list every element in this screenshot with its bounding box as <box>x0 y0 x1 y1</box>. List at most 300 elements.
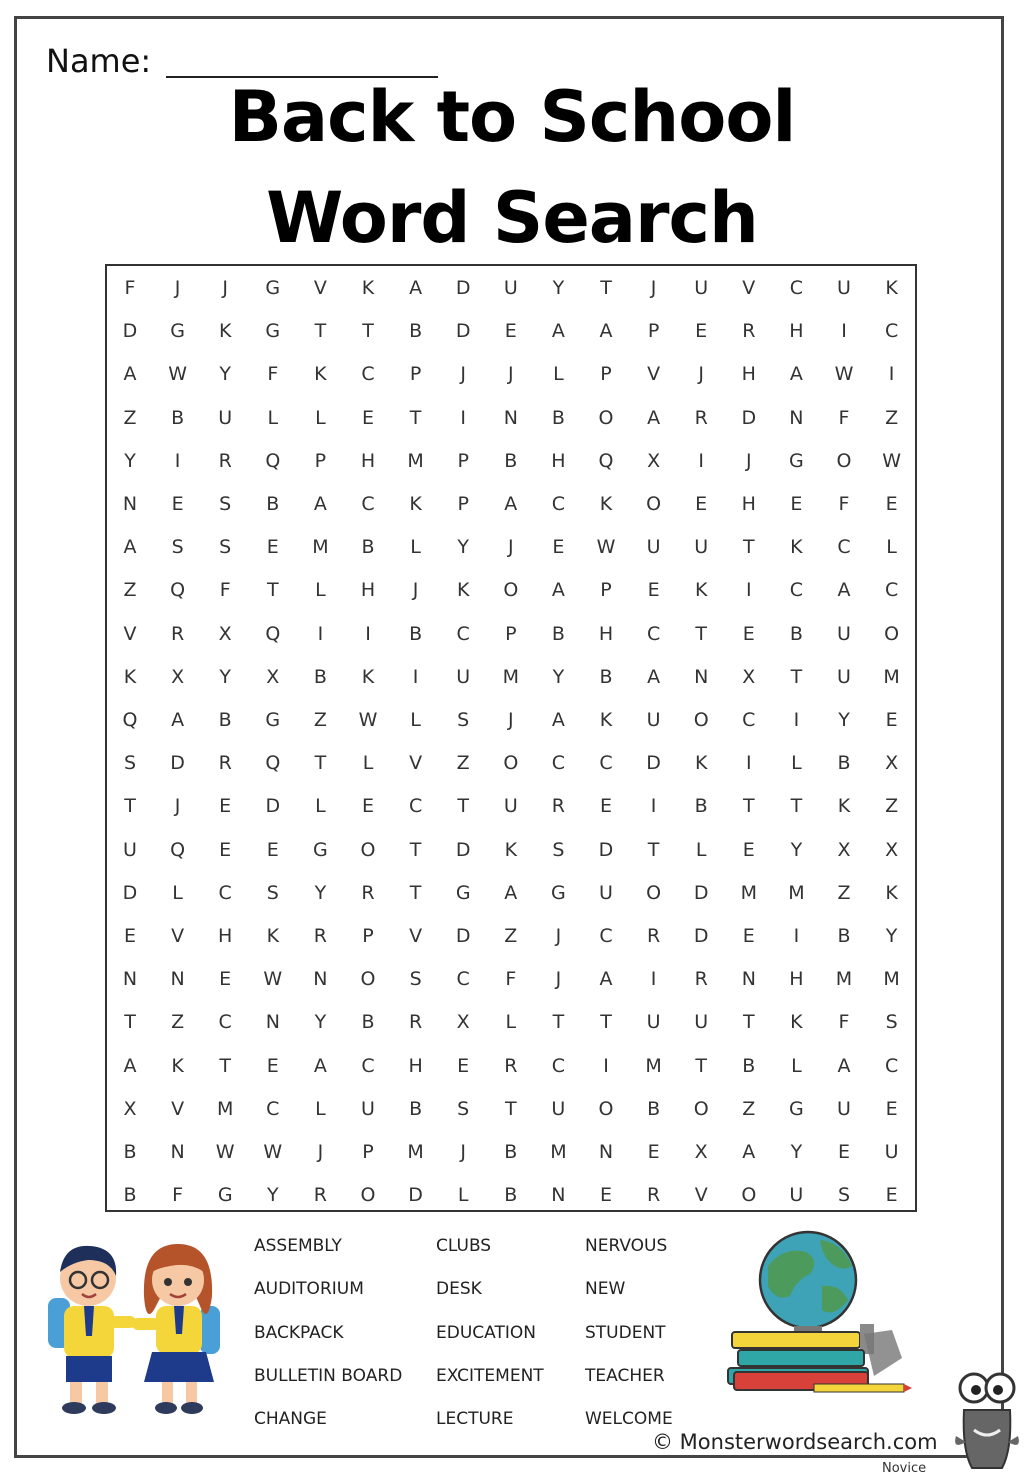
grid-letter[interactable]: E <box>647 1141 660 1163</box>
grid-letter[interactable]: J <box>460 1141 466 1163</box>
grid-letter[interactable]: S <box>219 493 232 515</box>
grid-letter[interactable]: G <box>170 320 185 343</box>
grid-letter[interactable]: F <box>838 493 850 515</box>
grid-letter[interactable]: Q <box>598 449 614 472</box>
grid-letter[interactable]: F <box>505 968 517 991</box>
grid-letter[interactable]: E <box>742 622 755 645</box>
grid-letter[interactable]: B <box>123 1184 137 1207</box>
grid-letter[interactable]: V <box>742 277 756 299</box>
grid-letter[interactable]: C <box>266 1097 280 1120</box>
grid-letter[interactable]: C <box>408 795 423 818</box>
grid-letter[interactable]: K <box>266 925 280 947</box>
grid-letter[interactable]: H <box>551 449 566 472</box>
grid-letter[interactable]: U <box>503 277 518 299</box>
grid-letter[interactable]: F <box>267 363 279 386</box>
grid-letter[interactable]: H <box>360 579 376 602</box>
grid-letter[interactable]: U <box>789 1184 804 1207</box>
grid-letter[interactable]: O <box>598 406 614 429</box>
grid-letter[interactable]: J <box>507 536 514 559</box>
grid-letter[interactable]: U <box>837 1097 851 1120</box>
grid-letter[interactable]: Y <box>790 838 803 861</box>
grid-letter[interactable]: T <box>552 1011 565 1034</box>
grid-letter[interactable]: C <box>837 536 851 559</box>
grid-letter[interactable]: K <box>456 579 470 602</box>
grid-letter[interactable]: N <box>170 1141 185 1163</box>
grid-letter[interactable]: I <box>174 449 181 472</box>
grid-letter[interactable]: B <box>504 1141 518 1163</box>
grid-letter[interactable]: I <box>317 622 324 645</box>
grid-letter[interactable]: O <box>836 449 852 472</box>
grid-letter[interactable]: U <box>551 1097 566 1120</box>
grid-letter[interactable]: T <box>124 1011 136 1034</box>
grid-letter[interactable]: A <box>837 579 851 602</box>
grid-letter[interactable]: P <box>409 363 422 386</box>
grid-letter[interactable]: I <box>412 665 419 688</box>
grid-letter[interactable]: G <box>217 1184 233 1207</box>
grid-letter[interactable]: W <box>882 449 901 472</box>
grid-letter[interactable]: U <box>503 795 518 818</box>
grid-letter[interactable]: P <box>600 579 612 602</box>
grid-letter[interactable]: Z <box>504 925 518 947</box>
grid-letter[interactable]: U <box>599 881 613 904</box>
grid-letter[interactable]: L <box>886 536 897 559</box>
grid-letter[interactable]: E <box>599 1184 612 1207</box>
grid-letter[interactable]: A <box>551 709 565 731</box>
grid-letter[interactable]: E <box>123 925 136 947</box>
grid-letter[interactable]: A <box>551 579 565 602</box>
grid-letter[interactable]: B <box>504 449 518 472</box>
grid-letter[interactable]: T <box>600 277 612 299</box>
grid-letter[interactable]: N <box>313 968 328 991</box>
grid-letter[interactable]: V <box>694 1184 708 1207</box>
grid-letter[interactable]: O <box>646 881 662 904</box>
grid-letter[interactable]: Y <box>885 925 898 947</box>
grid-letter[interactable]: U <box>837 277 851 299</box>
grid-letter[interactable]: A <box>504 881 518 904</box>
grid-letter[interactable]: O <box>646 493 662 515</box>
grid-letter[interactable]: T <box>647 838 660 861</box>
grid-letter[interactable]: L <box>315 1097 326 1120</box>
grid-letter[interactable]: B <box>551 406 565 429</box>
grid-letter[interactable]: K <box>599 709 613 731</box>
grid-letter[interactable]: S <box>123 752 137 775</box>
grid-letter[interactable]: M <box>883 968 900 991</box>
grid-letter[interactable]: T <box>219 1054 231 1077</box>
grid-letter[interactable]: U <box>837 622 851 645</box>
grid-letter[interactable]: T <box>266 579 279 602</box>
grid-letter[interactable]: I <box>650 968 657 991</box>
grid-letter[interactable]: M <box>645 1054 662 1077</box>
grid-letter[interactable]: I <box>745 752 752 775</box>
grid-letter[interactable]: T <box>742 1011 755 1034</box>
grid-letter[interactable]: G <box>265 709 281 731</box>
grid-letter[interactable]: E <box>695 320 708 343</box>
grid-letter[interactable]: E <box>361 795 374 818</box>
grid-letter[interactable]: G <box>551 881 566 904</box>
grid-letter[interactable]: L <box>553 363 564 386</box>
grid-letter[interactable]: F <box>124 277 136 299</box>
grid-letter[interactable]: L <box>457 1184 469 1207</box>
grid-letter[interactable]: C <box>361 1054 375 1077</box>
grid-letter[interactable]: B <box>409 1097 423 1120</box>
grid-letter[interactable]: R <box>218 449 232 472</box>
grid-letter[interactable]: A <box>599 968 613 991</box>
grid-letter[interactable]: W <box>358 709 378 731</box>
grid-letter[interactable]: I <box>841 320 847 343</box>
grid-letter[interactable]: A <box>551 320 565 343</box>
grid-letter[interactable]: N <box>598 1141 614 1163</box>
grid-letter[interactable]: O <box>693 709 709 731</box>
grid-letter[interactable]: L <box>410 709 421 731</box>
grid-letter[interactable]: D <box>455 925 471 947</box>
grid-letter[interactable]: R <box>646 1184 661 1207</box>
grid-letter[interactable]: N <box>122 493 138 515</box>
grid-letter[interactable]: B <box>551 622 565 645</box>
grid-letter[interactable]: A <box>789 363 803 386</box>
grid-letter[interactable]: X <box>647 449 661 472</box>
grid-letter[interactable]: X <box>885 838 899 861</box>
grid-letter[interactable]: X <box>742 665 756 688</box>
grid-letter[interactable]: J <box>555 968 562 991</box>
grid-letter[interactable]: N <box>694 665 709 688</box>
grid-letter[interactable]: Y <box>314 1011 327 1034</box>
grid-letter[interactable]: I <box>460 406 466 429</box>
grid-letter[interactable]: L <box>695 838 707 861</box>
grid-letter[interactable]: B <box>789 622 803 645</box>
grid-letter[interactable]: K <box>504 838 518 861</box>
grid-letter[interactable]: I <box>793 925 800 947</box>
grid-letter[interactable]: T <box>314 752 327 775</box>
grid-letter[interactable]: F <box>219 579 231 602</box>
grid-letter[interactable]: Z <box>171 1011 185 1034</box>
grid-letter[interactable]: U <box>646 709 661 731</box>
grid-letter[interactable]: T <box>600 1011 612 1034</box>
grid-letter[interactable]: K <box>409 493 422 515</box>
grid-letter[interactable]: G <box>313 838 328 861</box>
grid-letter[interactable]: E <box>790 493 803 515</box>
grid-letter[interactable]: K <box>314 363 327 386</box>
grid-letter[interactable]: Y <box>266 1184 279 1207</box>
grid-letter[interactable]: H <box>598 622 614 645</box>
grid-letter[interactable]: U <box>694 277 709 299</box>
grid-letter[interactable]: A <box>837 1054 851 1077</box>
grid-letter[interactable]: L <box>172 881 183 904</box>
grid-letter[interactable]: T <box>409 881 422 904</box>
grid-letter[interactable]: U <box>218 406 233 429</box>
grid-letter[interactable]: K <box>790 1011 803 1034</box>
grid-letter[interactable]: E <box>885 1184 898 1207</box>
grid-letter[interactable]: C <box>361 363 375 386</box>
grid-letter[interactable]: O <box>741 1184 757 1207</box>
grid-letter[interactable]: Z <box>123 579 137 602</box>
grid-letter[interactable]: Q <box>122 709 138 731</box>
grid-letter[interactable]: O <box>360 1184 376 1207</box>
grid-letter[interactable]: K <box>171 1054 184 1077</box>
grid-letter[interactable]: Q <box>170 838 186 861</box>
grid-letter[interactable]: G <box>789 1097 804 1120</box>
grid-letter[interactable]: E <box>837 1141 850 1163</box>
grid-letter[interactable]: C <box>456 622 470 645</box>
grid-letter[interactable]: R <box>694 406 708 429</box>
grid-letter[interactable]: N <box>741 968 756 991</box>
grid-letter[interactable]: E <box>266 536 279 559</box>
grid-letter[interactable]: M <box>216 1097 234 1120</box>
grid-letter[interactable]: L <box>791 1054 802 1077</box>
grid-letter[interactable]: C <box>218 881 232 904</box>
grid-letter[interactable]: B <box>837 752 851 775</box>
grid-letter[interactable]: E <box>599 795 612 818</box>
grid-letter[interactable]: W <box>834 363 854 386</box>
grid-letter[interactable]: J <box>222 277 228 299</box>
grid-letter[interactable]: D <box>455 320 471 343</box>
grid-letter[interactable]: L <box>505 1011 517 1034</box>
grid-letter[interactable]: K <box>885 881 898 904</box>
grid-letter[interactable]: C <box>884 1054 899 1077</box>
grid-letter[interactable]: U <box>646 1011 661 1034</box>
grid-letter[interactable]: A <box>504 493 518 515</box>
grid-letter[interactable]: T <box>504 1097 517 1120</box>
grid-letter[interactable]: S <box>266 881 279 904</box>
grid-letter[interactable]: X <box>123 1097 137 1120</box>
grid-letter[interactable]: L <box>410 536 421 559</box>
grid-letter[interactable]: R <box>170 622 185 645</box>
grid-letter[interactable]: F <box>838 1011 850 1034</box>
grid-letter[interactable]: P <box>505 622 517 645</box>
grid-letter[interactable]: S <box>171 536 184 559</box>
grid-letter[interactable]: D <box>122 320 138 343</box>
grid-letter[interactable]: Q <box>265 752 281 775</box>
grid-letter[interactable]: B <box>171 406 185 429</box>
grid-letter[interactable]: Y <box>314 881 327 904</box>
grid-letter[interactable]: R <box>408 1011 423 1034</box>
grid-letter[interactable]: A <box>742 1141 756 1163</box>
grid-letter[interactable]: H <box>218 925 233 947</box>
grid-letter[interactable]: A <box>647 406 661 429</box>
grid-letter[interactable]: K <box>694 579 708 602</box>
grid-letter[interactable]: M <box>312 536 329 559</box>
grid-letter[interactable]: C <box>789 579 804 602</box>
grid-letter[interactable]: P <box>362 1141 374 1163</box>
grid-letter[interactable]: S <box>837 1184 851 1207</box>
grid-letter[interactable]: F <box>838 406 850 429</box>
grid-letter[interactable]: W <box>596 536 616 559</box>
grid-letter[interactable]: S <box>219 536 232 559</box>
grid-letter[interactable]: L <box>315 795 326 818</box>
grid-letter[interactable]: T <box>742 536 755 559</box>
grid-letter[interactable]: J <box>174 795 181 818</box>
grid-letter[interactable]: B <box>313 665 327 688</box>
grid-letter[interactable]: J <box>412 579 419 602</box>
grid-letter[interactable]: Z <box>885 795 899 818</box>
grid-letter[interactable]: W <box>263 1141 283 1163</box>
grid-letter[interactable]: G <box>265 277 281 299</box>
grid-letter[interactable]: C <box>551 1054 566 1077</box>
grid-letter[interactable]: Y <box>219 665 231 688</box>
grid-letter[interactable]: V <box>409 925 423 947</box>
grid-letter[interactable]: R <box>742 320 756 343</box>
grid-letter[interactable]: J <box>174 277 181 299</box>
grid-letter[interactable]: Y <box>219 363 231 386</box>
grid-letter[interactable]: E <box>885 493 898 515</box>
grid-letter[interactable]: Q <box>170 579 186 602</box>
grid-letter[interactable]: C <box>789 277 804 299</box>
grid-letter[interactable]: O <box>503 579 519 602</box>
grid-letter[interactable]: K <box>837 795 851 818</box>
grid-letter[interactable]: D <box>265 795 281 818</box>
grid-letter[interactable]: B <box>694 795 708 818</box>
grid-letter[interactable]: S <box>885 1011 898 1034</box>
grid-letter[interactable]: K <box>218 320 232 343</box>
grid-letter[interactable]: O <box>360 838 376 861</box>
grid-letter[interactable]: V <box>171 925 185 947</box>
grid-letter[interactable]: D <box>408 1184 423 1207</box>
grid-letter[interactable]: J <box>745 449 752 472</box>
grid-letter[interactable]: D <box>122 881 138 904</box>
grid-letter[interactable]: V <box>123 622 137 645</box>
grid-letter[interactable]: D <box>170 752 185 775</box>
grid-letter[interactable]: Y <box>457 536 469 559</box>
grid-letter[interactable]: S <box>457 709 470 731</box>
grid-letter[interactable]: X <box>837 838 851 861</box>
grid-letter[interactable]: I <box>365 622 371 645</box>
grid-letter[interactable]: B <box>409 622 423 645</box>
grid-letter[interactable]: B <box>599 665 613 688</box>
grid-letter[interactable]: M <box>407 1141 424 1163</box>
grid-letter[interactable]: M <box>550 1141 567 1163</box>
grid-letter[interactable]: K <box>361 277 375 299</box>
grid-letter[interactable]: J <box>698 363 704 386</box>
grid-letter[interactable]: C <box>456 968 470 991</box>
grid-letter[interactable]: M <box>740 881 757 904</box>
grid-letter[interactable]: W <box>215 1141 235 1163</box>
grid-letter[interactable]: I <box>650 795 657 818</box>
grid-letter[interactable]: B <box>266 493 280 515</box>
grid-letter[interactable]: J <box>460 363 466 386</box>
grid-letter[interactable]: A <box>123 1054 137 1077</box>
grid-letter[interactable]: E <box>219 795 232 818</box>
grid-letter[interactable]: A <box>123 363 137 386</box>
grid-letter[interactable]: O <box>598 1097 614 1120</box>
grid-letter[interactable]: C <box>599 925 613 947</box>
grid-letter[interactable]: Y <box>124 449 136 472</box>
grid-letter[interactable]: T <box>457 795 469 818</box>
grid-letter[interactable]: D <box>693 925 709 947</box>
grid-letter[interactable]: B <box>409 320 423 343</box>
grid-letter[interactable]: I <box>888 363 895 386</box>
grid-letter[interactable]: T <box>314 320 327 343</box>
grid-letter[interactable]: J <box>650 277 657 299</box>
grid-letter[interactable]: Y <box>552 665 565 688</box>
grid-letter[interactable]: R <box>646 925 661 947</box>
grid-letter[interactable]: X <box>456 1011 470 1034</box>
grid-letter[interactable]: X <box>218 622 232 645</box>
grid-letter[interactable]: A <box>409 277 423 299</box>
grid-letter[interactable]: E <box>885 1097 898 1120</box>
grid-letter[interactable]: G <box>265 320 281 343</box>
grid-letter[interactable]: R <box>313 1184 327 1207</box>
grid-letter[interactable]: Z <box>885 406 899 429</box>
grid-letter[interactable]: Z <box>742 1097 756 1120</box>
grid-letter[interactable]: E <box>219 838 232 861</box>
grid-letter[interactable]: E <box>742 838 755 861</box>
grid-letter[interactable]: B <box>504 1184 518 1207</box>
grid-letter[interactable]: K <box>361 665 375 688</box>
grid-letter[interactable]: K <box>123 665 137 688</box>
grid-letter[interactable]: V <box>171 1097 185 1120</box>
grid-letter[interactable]: R <box>504 1054 518 1077</box>
grid-letter[interactable]: C <box>551 752 566 775</box>
grid-letter[interactable]: M <box>835 968 853 991</box>
grid-letter[interactable]: U <box>694 536 709 559</box>
grid-letter[interactable]: R <box>694 968 708 991</box>
grid-letter[interactable]: Y <box>790 1141 803 1163</box>
grid-letter[interactable]: C <box>884 320 899 343</box>
grid-letter[interactable]: T <box>742 795 755 818</box>
grid-letter[interactable]: E <box>171 493 184 515</box>
grid-letter[interactable]: K <box>694 752 708 775</box>
grid-letter[interactable]: T <box>695 1054 707 1077</box>
grid-letter[interactable]: H <box>741 363 756 386</box>
grid-letter[interactable]: E <box>885 709 898 731</box>
grid-letter[interactable]: R <box>313 925 327 947</box>
grid-letter[interactable]: M <box>788 881 805 904</box>
grid-letter[interactable]: L <box>791 752 802 775</box>
grid-letter[interactable]: B <box>837 925 851 947</box>
grid-letter[interactable]: L <box>267 406 279 429</box>
grid-letter[interactable]: Q <box>265 622 281 645</box>
grid-letter[interactable]: O <box>693 1097 709 1120</box>
grid-letter[interactable]: C <box>551 493 566 515</box>
grid-letter[interactable]: T <box>409 838 422 861</box>
grid-letter[interactable]: H <box>408 1054 423 1077</box>
grid-letter[interactable]: K <box>885 277 898 299</box>
grid-letter[interactable]: A <box>647 665 661 688</box>
grid-letter[interactable]: O <box>884 622 900 645</box>
grid-letter[interactable]: U <box>837 665 851 688</box>
grid-letter[interactable]: J <box>555 925 562 947</box>
grid-letter[interactable]: C <box>218 1011 232 1034</box>
grid-letter[interactable]: M <box>883 665 900 688</box>
grid-letter[interactable]: P <box>314 449 327 472</box>
grid-letter[interactable]: N <box>265 1011 280 1034</box>
grid-letter[interactable]: A <box>123 536 137 559</box>
grid-letter[interactable]: C <box>646 622 661 645</box>
grid-letter[interactable]: R <box>361 881 375 904</box>
grid-letter[interactable]: C <box>599 752 613 775</box>
grid-letter[interactable]: U <box>361 1097 375 1120</box>
grid-letter[interactable]: E <box>266 838 279 861</box>
grid-letter[interactable]: D <box>455 838 471 861</box>
grid-letter[interactable]: E <box>552 536 565 559</box>
grid-letter[interactable]: M <box>407 449 424 472</box>
grid-letter[interactable]: C <box>742 709 756 731</box>
grid-letter[interactable]: E <box>504 320 517 343</box>
grid-letter[interactable]: A <box>313 493 327 515</box>
grid-letter[interactable]: N <box>551 1184 566 1207</box>
grid-letter[interactable]: P <box>647 320 660 343</box>
grid-letter[interactable]: W <box>168 363 187 386</box>
grid-letter[interactable]: C <box>361 493 375 515</box>
grid-letter[interactable]: T <box>695 622 707 645</box>
grid-letter[interactable]: U <box>646 536 661 559</box>
grid-letter[interactable]: B <box>742 1054 756 1077</box>
grid-letter[interactable]: S <box>552 838 565 861</box>
grid-letter[interactable]: E <box>742 925 755 947</box>
grid-letter[interactable]: U <box>456 665 471 688</box>
grid-letter[interactable]: P <box>600 363 612 386</box>
grid-letter[interactable]: U <box>123 838 137 861</box>
grid-letter[interactable]: H <box>360 449 376 472</box>
